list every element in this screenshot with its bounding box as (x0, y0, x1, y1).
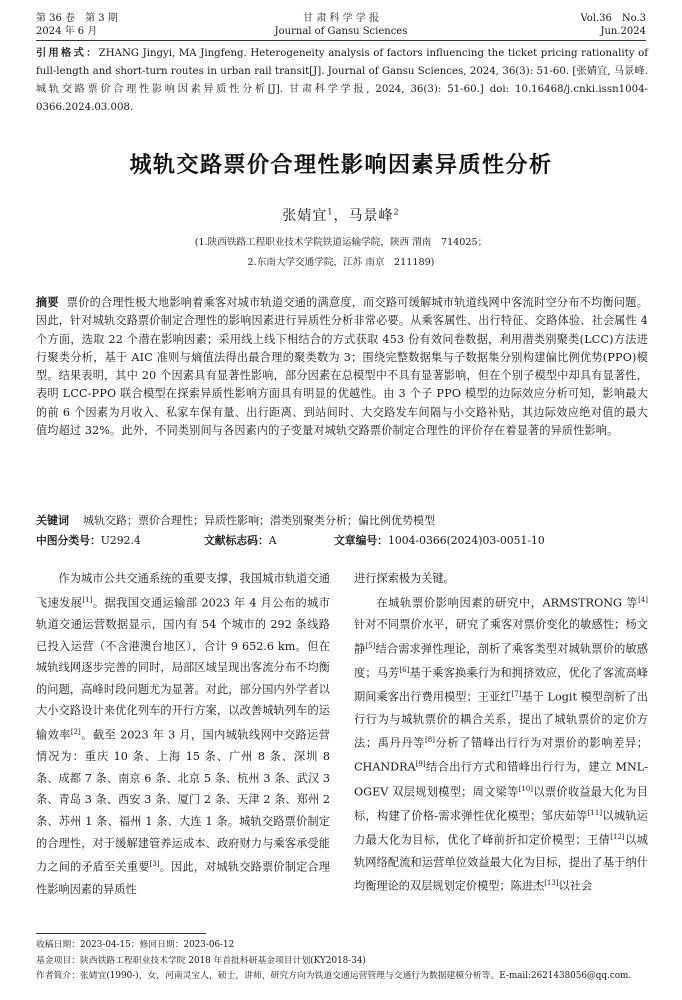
reference-mark[interactable]: [9] (415, 760, 426, 769)
body-text: 。截至 2023 年 3 月，国内城轨线网中交路运营情况为：重庆 10 条、上海 15 条、广州 8 条、深圳 8 条、成都 7 条、南京 6 条、北京 5 条、杭州 3 条、武汉 3 条、青岛 3 条、西安 3 条、厦门 2 条、天津 2 条、郑州 2 条、苏州 1 条、福州 1 条、大连 1 条。城轨交路票价制定的合理性，对于缓解建管养运成本、政府财力与乘客承受能力之间的矛盾至关重要 (36, 728, 330, 874)
header-rule (36, 40, 646, 41)
body-text: 。因此，对城轨交路票价制定合理性影响因素的异质性 (36, 860, 330, 896)
abstract (36, 294, 648, 440)
running-head-center (36, 12, 646, 38)
body-text: 在城轨票价影响因素的研究中，ARMSTRONG 等 (376, 596, 639, 610)
publication-date-en: Jun.2024 (600, 26, 646, 37)
author-bio: 作者简介：张婧宜(1990-)，女，河南灵宝人，硕士，讲师，研究方向为铁道交通运营管理与交通行为数据建模分析等。E-mail:2621438056@qq.com. (36, 971, 632, 981)
clc-number (36, 533, 141, 549)
volume-issue-en: Vol.36 No.3 (580, 13, 646, 24)
clc-label: 中图分类号： (36, 534, 101, 547)
article-number-label: 文章编号： (334, 534, 388, 547)
body-paragraph (36, 568, 330, 900)
running-head-right (580, 12, 646, 38)
author-2: 马景峰 (348, 208, 394, 224)
affiliation-1: (1.陕西铁路工程职业技术学院铁道运输学院，陕西 渭南 714025； (194, 237, 488, 248)
abstract-text: 票价的合理性极大地影响着乘客对城市轨道交通的满意度，而交路可缓解城市轨道线网中客流时空分布不均衡问题。因此，针对城轨交路票价制定合理性的影响因素进行异质性分析非常必要。从乘客属性、出行特征、交路体验、社会属性 4 个方面，选取 22 个潜在影响因素；采用线上线下相结合的方式获取 453 份有效问卷数据，利用潜类别聚类(LCC)方法进行聚类分析，基于 AIC 准则与熵值法得出最合理的聚类数为 3；围绕完整数据集与子数据集分别构建偏比例优势(PPO)模型。结果表明，其中 20 个因素具有显著性影响，部分因素在总模型中不具有显著影响，但在个别子模型中却具有显著性，表明 LCC-PPO 联合模型在探索异质性影响方面具有明显的优越性。由 3 个子 PPO 模型的边际效应分析可知，影响最大的前 6 个因素为月收入、私家车保有量、出行距离、到站间时、大交路发车间隔与小交路补贴，其边际效应绝对值的最大值均超过 32%。此外，不同类别间与各因素内的子变量对城轨交路票价制定合理性的评价存在着显著的异质性影响。 (36, 296, 648, 438)
reference-mark[interactable]: [1] (82, 595, 93, 604)
body-column-left (36, 568, 330, 900)
keywords (36, 513, 648, 529)
reference-mark[interactable]: [7] (511, 690, 522, 699)
body-text: 以城轨运力最大化为目标，优化了峰前折扣定价模型；王倩 (354, 809, 648, 848)
body-text: 基于 Logit 模型剖析了出行行为与城轨票价的耦合关系，提出了城轨票价的定价方法；禹丹丹等 (354, 690, 648, 750)
keywords-label: 关键词 (36, 514, 69, 527)
body-paragraph-continued (354, 568, 648, 590)
body-text: 基于乘客换乘行为和拥挤效应，优化了客流高峰期间乘客出行费用模型；王亚红 (354, 666, 648, 704)
received-dates: 收稿日期：2023-04-15；修回日期：2023-06-12 (36, 940, 235, 950)
body-paragraph (354, 590, 648, 898)
author-line (0, 205, 682, 225)
body-text: 以社会 (558, 880, 593, 894)
reference-mark[interactable]: [12] (610, 833, 625, 842)
funding-note: 基金项目：陕西铁路工程职业技术学院 2018 年首批科研基金项目计划(KY2018-34) (36, 955, 366, 966)
body-text: 进行探索极为关键。 (354, 572, 455, 585)
journal-name-cn: 甘 肃 科 学 学 报 (303, 13, 379, 24)
journal-name-en: Journal of Gansu Sciences (274, 26, 408, 37)
author-separator: ， (333, 208, 349, 224)
paper-title: 城轨交路票价合理性影响因素异质性分析 (129, 153, 553, 178)
footnotes (36, 938, 648, 985)
citation-text: ZHANG Jingyi, MA Jingfeng. Heterogeneity analysis of factors influencing the ticket pricing rationality of full-length and short-turn routes in urban rail transit[J]. Journal of Gansu Sciences, 2024, 36(3): 51-60. [张婧宜, 马景峰. 城轨交路票价合理性影响因素异质性分析[J]. 甘肃科学学报, 2024, 36(3): 51-60.] doi: 10.16468/j.cnki.issn1004-0366.2024.03.008. (36, 48, 648, 113)
body-text: 结合出行方式和错峰出行行为，建立 MNL-OGEV 双层规划模型；周文梁等 (354, 761, 648, 799)
body-text: 以城轨网络配流和运营单位效益最大化为目标，提出了基于纳什均衡理论的双层规划定价模型；陈进杰 (354, 834, 648, 894)
reference-mark[interactable]: [8] (425, 736, 435, 745)
affiliation-2: 2.东南大学交通学院，江苏 南京 211189) (247, 257, 435, 268)
body-text: 以票价收益最大化为目标，构建了价格-需求弹性优化模型；邹庆茹等 (354, 785, 648, 823)
reference-mark[interactable]: [6] (399, 665, 410, 674)
body-text: 分析了错峰出行行为对票价的影响差异；CHANDRA (354, 736, 648, 775)
publication-date: 2024 年 6 月 (36, 26, 98, 37)
volume-issue: 第 36 卷 第 3 期 (36, 13, 118, 24)
clc-value: U292.4 (100, 534, 141, 547)
author-1: 张婧宜 (282, 208, 328, 224)
reference-mark[interactable]: [13] (544, 879, 559, 888)
running-head (36, 12, 646, 38)
reference-mark[interactable]: [3] (149, 860, 160, 869)
abstract-label: 摘要 (36, 296, 59, 309)
body-text: 。据我国交通运输部 2023 年 4 月公布的城市轨道交通运营数据显示，国内有 54 个城市的 292 条线路已投入运营（不含港澳台地区），合计 9 652.6 km。但在城轨线网逐步完善的同时，局部区域呈现出客流分布不均衡的问题，高峰时段问题尤为显著。对此，部分国内外学者以大小交路设计来优化列车的开行方案，以改善城轨列车的运输效率 (36, 596, 330, 742)
document-code-value: A (268, 534, 277, 547)
reference-mark[interactable]: [11] (587, 809, 603, 818)
reference-mark[interactable]: [4] (638, 595, 648, 604)
body-text: 作为城市公共交通系统的重要支撑，我国城市轨道交通飞速发展 (36, 572, 330, 610)
article-number (334, 533, 545, 549)
citation-label: 引用格式： (36, 48, 99, 59)
document-code (204, 533, 277, 549)
body-text: 针对不同票价水平，研究了乘客对票价变化的敏感性；杨文静 (354, 617, 648, 656)
footnote-rule (36, 933, 206, 934)
article-number-value: 1004-0366(2024)03-0051-10 (387, 534, 545, 547)
keywords-text: 城轨交路；票价合理性；异质性影响；潜类别聚类分析；偏比例优势模型 (83, 514, 435, 527)
author-2-affil-mark: 2 (393, 207, 400, 217)
reference-mark[interactable]: [5] (365, 641, 376, 650)
body-column-right (354, 568, 648, 898)
citation-block (36, 45, 648, 117)
author-1-affil-mark: 1 (327, 207, 334, 217)
document-code-label: 文献标志码： (204, 534, 269, 547)
reference-mark[interactable]: [10] (518, 784, 534, 793)
body-text: 结合需求弹性理论，剖析了乘客类型对城轨票价的敏感度；马芳 (354, 642, 648, 680)
reference-mark[interactable]: [2] (70, 727, 81, 736)
